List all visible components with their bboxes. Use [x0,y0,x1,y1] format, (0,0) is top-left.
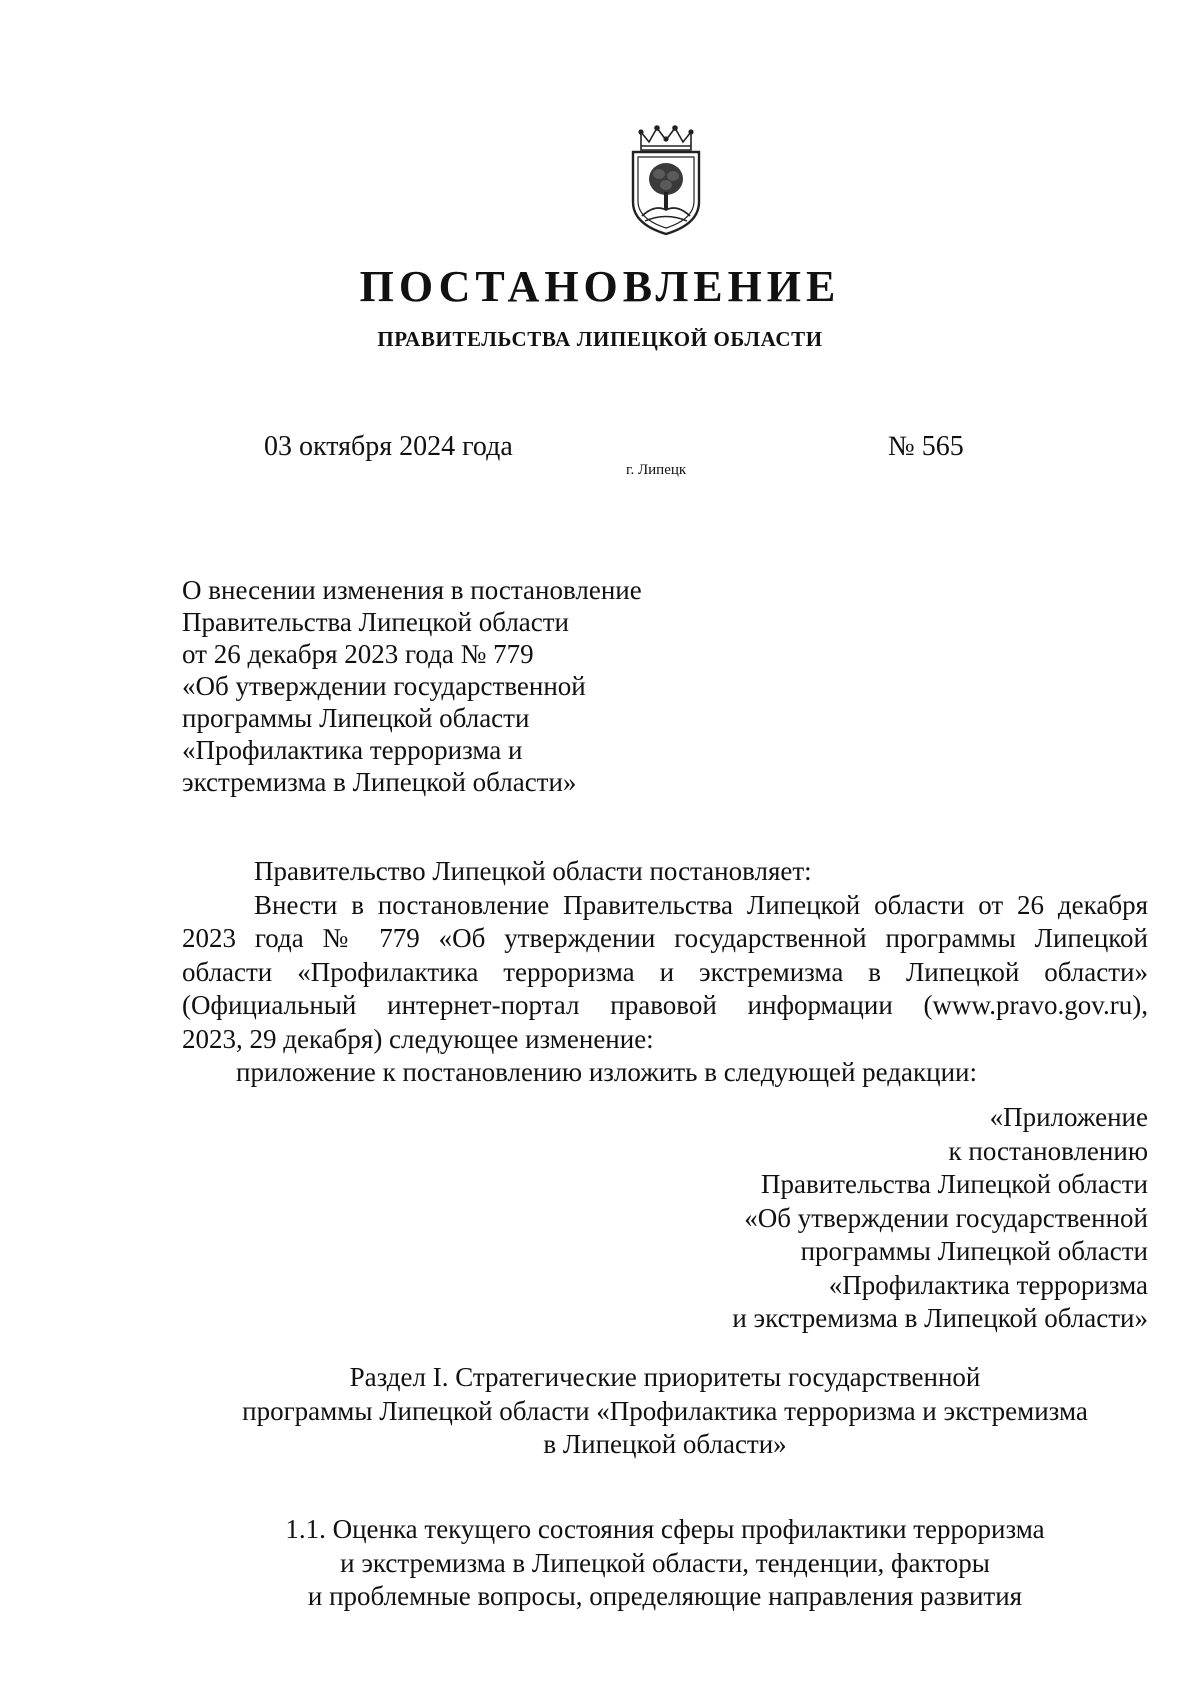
appendix-line: «Об утверждении государственной [744,1202,1148,1233]
subsection-heading-line: и экстремизма в Липецкой области, тенденции, факторы [340,1547,990,1578]
appendix-line: «Приложение [989,1102,1148,1132]
subsection-heading-line: и проблемные вопросы, определяющие направления развития [307,1581,1023,1611]
subject-line: экстремизма в Липецкой области» [182,767,577,797]
appendix-heading [732,1101,1148,1336]
lipetsk-coat-of-arms-icon [625,124,707,236]
appendix-line: и экстремизма в Липецкой области» [732,1303,1148,1333]
body-instruction: приложение к постановлению изложить в следующей редакции: [236,1057,977,1087]
body-paragraph-line: Внести в постановление Правительства Липецкой области от 26 декабря [254,889,1148,920]
document-title: ПОСТАНОВЛЕНИЕ [359,262,841,311]
appendix-line: Правительства Липецкой области [760,1169,1148,1199]
resolution-intro: Правительство Липецкой области постановляет: [254,856,812,886]
document-body [182,855,1148,1090]
document-number: № 565 [888,431,964,462]
issuing-authority: ПРАВИТЕЛЬСТВА ЛИПЕЦКОЙ ОБЛАСТИ [377,327,823,351]
body-paragraph-line: 2023, 29 декабря) следующее изменение: [182,1023,654,1054]
section-heading-line: в Липецкой области» [543,1429,787,1459]
subject-line: Правительства Липецкой области [182,607,570,637]
subsection-heading-line: 1.1. Оценка текущего состояния сферы профилактики терроризма [285,1514,1045,1544]
section-heading-line: программы Липецкой области «Профилактика терроризма и экстремизма [242,1395,1088,1426]
subject-line: «Профилактика терроризма и [182,735,523,765]
appendix-line: «Профилактика терроризма [828,1269,1148,1300]
section-heading-line: Раздел I. Стратегические приоритеты государственной [349,1362,981,1392]
section-heading [182,1361,1148,1462]
subsection-heading [182,1513,1148,1614]
body-paragraph-line: 2023 года № 779 «Об утверждении государственной программы Липецкой [182,923,1148,953]
subject-line: «Об утверждении государственной [182,671,586,701]
appendix-line: программы Липецкой области [800,1236,1148,1266]
body-paragraph-line: области «Профилактика терроризма и экстремизма в Липецкой области» [182,956,1148,987]
shield-icon [633,152,699,234]
document-subject [182,574,642,798]
document-date: 03 октября 2024 года [264,431,513,462]
body-paragraph-line: (Официальный интернет-портал правовой информации (www.pravo.gov.ru), [182,990,1148,1020]
document-city: г. Липецк [626,462,687,478]
appendix-line: к постановлению [948,1135,1148,1166]
crown-icon [639,126,693,150]
subject-line: программы Липецкой области [182,703,530,733]
subject-line: О внесении изменения в постановление [182,575,642,605]
subject-line: от 26 декабря 2023 года № 779 [182,639,534,669]
